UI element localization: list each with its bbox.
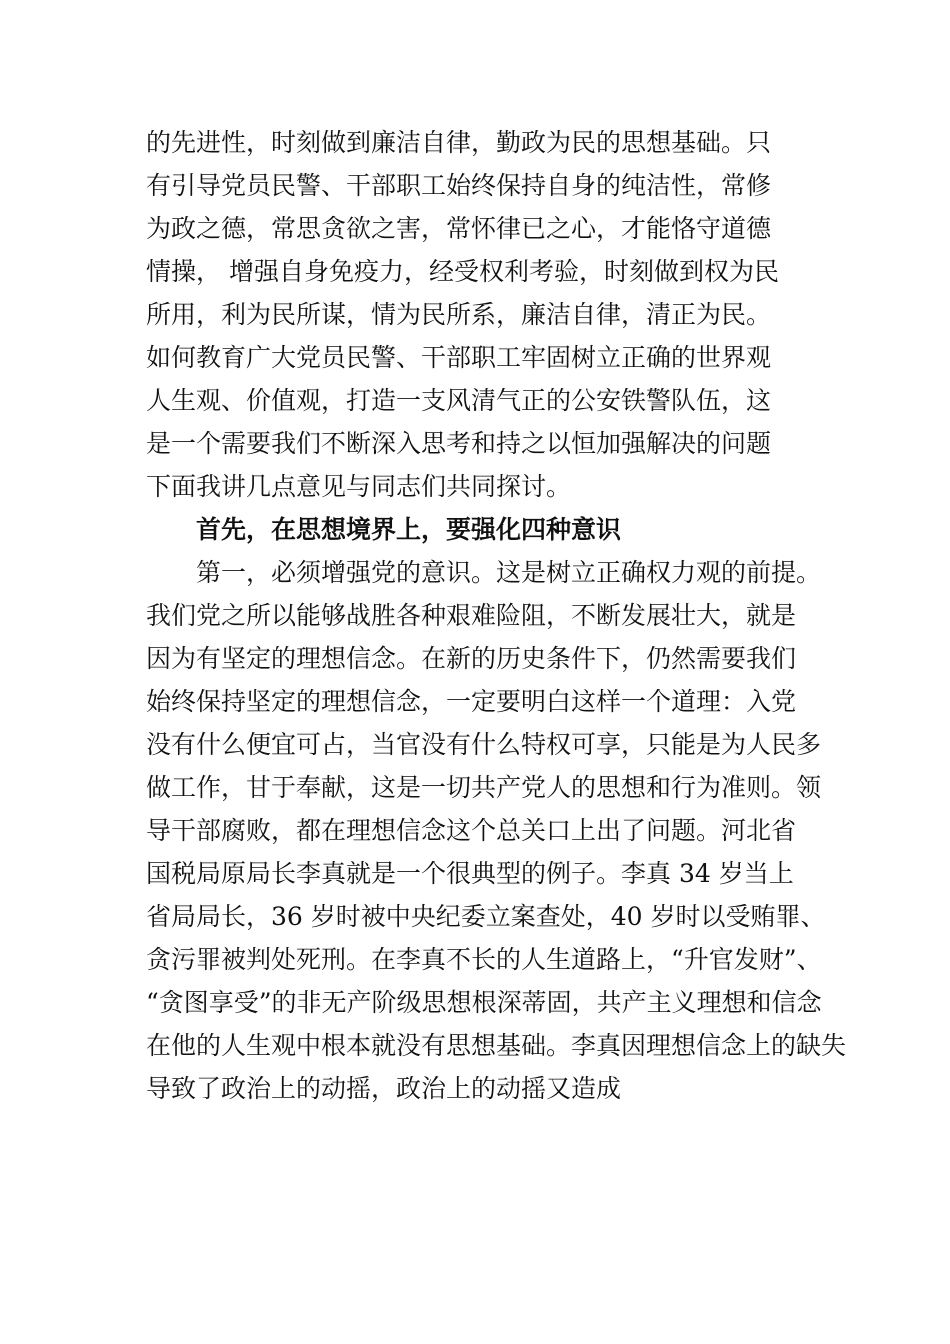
text-line: 下面我讲几点意见与同志们共同探讨。 bbox=[146, 472, 572, 501]
text-line: 做工作，甘于奉献，这是一切共产党人的思想和行为准则。领 bbox=[146, 773, 822, 802]
text-line: 始终保持坚定的理想信念，一定要明白这样一个道理：入党 bbox=[146, 687, 797, 716]
paragraph-first-line: 第一，必须增强党的意识。这是树立正确权力观的前提。 bbox=[196, 558, 822, 587]
text-line: 的先进性，时刻做到廉洁自律，勤政为民的思想基础。只 bbox=[146, 128, 772, 157]
text-line: 贪污罪被判处死刑。在李真不长的人生道路上，“升官发财”、 bbox=[146, 945, 822, 974]
text-line: 没有什么便宜可占，当官没有什么特权可享，只能是为人民多 bbox=[146, 730, 822, 759]
text-line: 是一个需要我们不断深入思考和持之以恒加强解决的问题 bbox=[146, 429, 772, 458]
text-line: 导致了政治上的动摇，政治上的动摇又造成 bbox=[146, 1074, 622, 1103]
text-line: 因为有坚定的理想信念。在新的历史条件下，仍然需要我们 bbox=[146, 644, 797, 673]
text-line: 国税局原局长李真就是一个很典型的例子。李真 34 岁当上 bbox=[146, 859, 794, 888]
text-line: 省局局长，36 岁时被中央纪委立案查处，40 岁时以受贿罪、 bbox=[146, 902, 826, 931]
text-line: 情操， 增强自身免疫力，经受权利考验，时刻做到权为民 bbox=[146, 257, 779, 286]
text-line: 人生观、价值观，打造一支风清气正的公安铁警队伍，这 bbox=[146, 386, 772, 415]
text-line: 所用，利为民所谋，情为民所系，廉洁自律，清正为民。 bbox=[146, 300, 772, 329]
text-line: 导干部腐败，都在理想信念这个总关口上出了问题。河北省 bbox=[146, 816, 797, 845]
text-line: 如何教育广大党员民警、干部职工牢固树立正确的世界观 bbox=[146, 343, 772, 372]
text-line: 有引导党员民警、干部职工始终保持自身的纯洁性，常修 bbox=[146, 171, 772, 200]
text-line: 在他的人生观中根本就没有思想基础。李真因理想信念上的缺失 bbox=[146, 1031, 847, 1060]
text-line: “贪图享受”的非无产阶级思想根深蒂固，共产主义理想和信念 bbox=[146, 988, 822, 1017]
text-line: 我们党之所以能够战胜各种艰难险阻，不断发展壮大，就是 bbox=[146, 601, 797, 630]
section-heading: 首先，在思想境界上，要强化四种意识 bbox=[196, 515, 622, 544]
text-line: 为政之德，常思贪欲之害，常怀律已之心，才能恪守道德 bbox=[146, 214, 772, 243]
